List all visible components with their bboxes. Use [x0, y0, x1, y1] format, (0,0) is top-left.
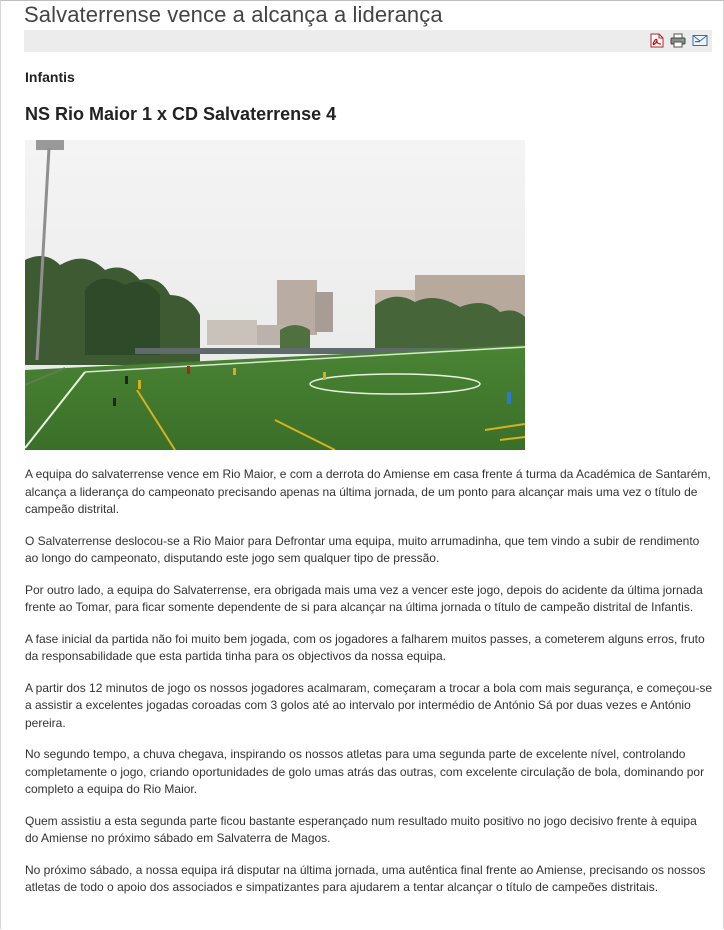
pdf-icon[interactable]: [650, 33, 664, 48]
print-icon[interactable]: [670, 33, 686, 48]
article-paragraph: A fase inicial da partida não foi muito bem jogada, com os jogadores a falharem muitos passes, a cometerem alguns erros, fruto da responsabilidade que esta partida tinha para os objectivos da nossa equipa.: [25, 631, 705, 663]
article-paragraph: No segundo tempo, a chuva chegava, inspirando os nossos atletas para uma segunda parte de excelente nível, controlando completamente o jogo, criando oportunidades de golo umas atrás das outras, com excelente circulação de bola, dominando por completo a equipa do Rio Maior.: [25, 747, 705, 796]
match-title: NS Rio Maior 1 x CD Salvaterrense 4: [25, 104, 337, 124]
article-title[interactable]: Salvaterrense vence a alcança a liderança: [24, 2, 443, 27]
match-photo: [25, 140, 525, 450]
email-icon[interactable]: [692, 34, 708, 47]
article-paragraph: Quem assistiu a esta segunda parte ficou bastante esperançado num resultado muito positivo no jogo decisivo frente à equipa do Amiense no próximo sábado em Salvaterra de Magos.: [25, 813, 697, 845]
article-paragraph: A partir dos 12 minutos de jogo os nossos jogadores acalmaram, começaram a trocar a bola com mais segurança, e começou-se a assistir a excelentes jogadas coroadas com 3 golos até ao intervalo por intermédio de António Sá por duas vezes e António pereira.: [25, 680, 712, 730]
article-paragraph: No próximo sábado, a nossa equipa irá disputar na última jornada, uma autêntica final frente ao Amiense, precisando os nossos atletas de todo o apoio dos associados e simpatizantes para ajudarem a tentar alcançar o título de campeões distritais.: [25, 862, 706, 894]
article-paragraph: A equipa do salvaterrense vence em Rio Maior, e com a derrota do Amiense em casa frente á turma da Académica de Santarém, alcança a liderança do campeonato precisando apenas na última jornada, de um ponto para alcançar mais uma vez o título de campeão distrital.: [25, 467, 711, 516]
article-toolbar: [24, 30, 712, 52]
article-body: [25, 466, 713, 911]
article-paragraph: Por outro lado, a equipa do Salvaterrense, era obrigada mais uma vez a vencer este jogo, depois do acidente da última jornada frente ao Tomar, para ficar somente dependente de si para alcançar na última jornada o título de campeão distrital de Infantis.: [25, 582, 703, 614]
article-paragraph: O Salvaterrense deslocou-se a Rio Maior para Defrontar uma equipa, muito arrumadinha, que tem vindo a subir de rendimento ao longo do campeonato, disputando este jogo sem qualquer tipo de pressão.: [25, 533, 700, 565]
section-label: Infantis: [25, 69, 75, 85]
